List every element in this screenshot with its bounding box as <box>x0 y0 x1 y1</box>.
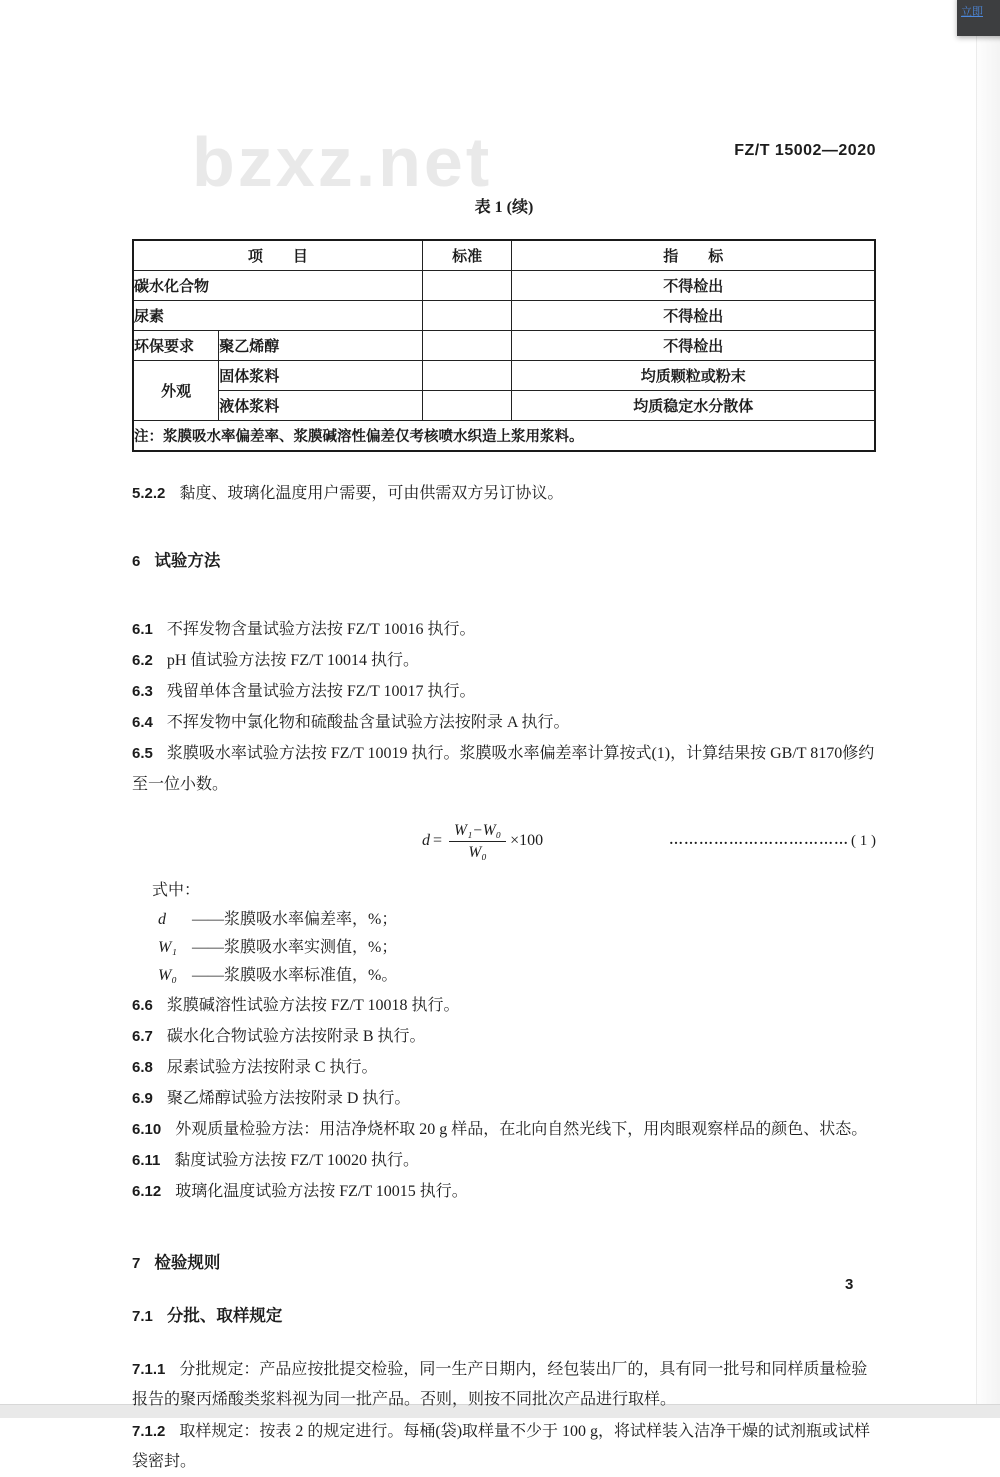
clause-text: 聚乙烯醇试验方法按附录 D 执行。 <box>166 1090 411 1107</box>
clause-6-3 <box>132 676 876 707</box>
clause-text: 黏度、玻璃化温度用户需要，可由供需双方另订协议。 <box>179 485 564 502</box>
clause-7-1-1 <box>132 1355 876 1415</box>
standard-cell <box>422 301 512 331</box>
section-number: 6 <box>132 553 141 570</box>
overlay-popup[interactable] <box>957 0 1000 36</box>
indicator-cell: 不得检出 <box>512 271 875 301</box>
section-7-heading <box>132 1251 876 1276</box>
definition-text: 浆膜吸水率偏差率，%； <box>224 911 398 928</box>
symbol: W₁ <box>158 939 177 956</box>
equation-number: ( 1 ) <box>851 832 876 849</box>
table-note: 注：浆膜吸水率偏差率、浆膜碱溶性偏差仅考核喷水织造上浆用浆料。 <box>133 421 875 452</box>
standard-cell <box>422 391 512 421</box>
clause-number: 7.1.2 <box>132 1423 166 1440</box>
definition-w1 <box>132 934 876 962</box>
clause-number: 6.11 <box>132 1152 161 1169</box>
clause-number: 6.3 <box>132 683 153 700</box>
item-cell: 固体浆料 <box>219 361 422 391</box>
clause-number: 7.1 <box>132 1308 153 1325</box>
clause-text: 残留单体含量试验方法按 FZ/T 10017 执行。 <box>166 683 476 700</box>
standard-cell <box>422 361 512 391</box>
table-row <box>133 331 875 361</box>
clause-number: 6.7 <box>132 1028 153 1045</box>
times-100: ×100 <box>510 832 544 849</box>
clause-number: 6.8 <box>132 1059 153 1076</box>
table-1-continued <box>132 239 876 452</box>
clause-number: 6.10 <box>132 1121 162 1138</box>
watermark: bzxz.net <box>192 123 493 201</box>
symbol: W₀ <box>158 967 177 984</box>
clause-text: 分批规定：产品应按批提交检验，同一生产日期内，经包装出厂的，具有同一批号和同样质量检验报告的聚丙烯酸类浆料视为同一批产品。否则，则按不同批次产品进行取样。 <box>132 1361 868 1408</box>
clause-7-1-2 <box>132 1417 876 1477</box>
clause-6-7 <box>132 1021 876 1052</box>
scrollbar-track[interactable] <box>976 0 1000 1405</box>
formula-1 <box>132 814 876 868</box>
definition-d <box>132 906 876 934</box>
dot-leader: ……………………………… <box>669 833 849 848</box>
clause-6-6 <box>132 990 876 1021</box>
clause-number: 7.1.1 <box>132 1361 166 1378</box>
fraction-numerator: W₁−W₀ <box>449 821 506 842</box>
clause-6-10 <box>132 1114 876 1145</box>
clause-6-12 <box>132 1176 876 1207</box>
clause-number: 6.5 <box>132 745 153 762</box>
indicator-cell: 不得检出 <box>512 331 875 361</box>
indicator-cell: 不得检出 <box>512 301 875 331</box>
clause-7-1-heading <box>132 1304 876 1329</box>
clause-6-9 <box>132 1083 876 1114</box>
clause-text: 浆膜吸水率试验方法按 FZ/T 10019 执行。浆膜吸水率偏差率计算按式(1)，计算结果按 GB/T 8170修约至一位小数。 <box>132 745 875 793</box>
section-title: 试验方法 <box>154 551 221 570</box>
where-label: 式中： <box>152 882 201 899</box>
clause-6-8 <box>132 1052 876 1083</box>
section-number: 7 <box>132 1255 141 1272</box>
standard-code: FZ/T 15002—2020 <box>734 142 876 159</box>
clause-6-2 <box>132 645 876 676</box>
clause-number: 6.9 <box>132 1090 153 1107</box>
section-title: 检验规则 <box>154 1253 221 1272</box>
clause-6-11 <box>132 1145 876 1176</box>
standard-cell <box>422 331 512 361</box>
clause-number: 5.2.2 <box>132 485 166 502</box>
table-note-row <box>133 421 875 452</box>
clause-5-2-2 <box>132 478 876 509</box>
clause-text: 黏度试验方法按 FZ/T 10020 执行。 <box>174 1152 419 1169</box>
col-header-item: 项 目 <box>133 240 422 271</box>
clause-text: 尿素试验方法按附录 C 执行。 <box>166 1059 378 1076</box>
clauses-6-6-to-6-12 <box>132 990 876 1207</box>
definition-w0 <box>132 962 876 990</box>
table-1-title: 表 1 (续) <box>474 199 534 216</box>
equation <box>422 821 543 862</box>
indicator-cell: 均质稳定水分散体 <box>512 391 875 421</box>
item-cell: 碳水化合物 <box>133 271 422 301</box>
dash: —— <box>192 939 224 956</box>
group-cell: 外观 <box>133 361 219 421</box>
clause-6-5 <box>132 738 876 800</box>
clause-text: 不挥发物中氯化物和硫酸盐含量试验方法按附录 A 执行。 <box>166 714 570 731</box>
indicator-cell: 均质颗粒或粉末 <box>512 361 875 391</box>
clauses-6-1-to-6-5 <box>132 614 876 800</box>
clause-number: 6.2 <box>132 652 153 669</box>
clause-title: 分批、取样规定 <box>166 1306 283 1325</box>
clause-text: pH 值试验方法按 FZ/T 10014 执行。 <box>166 652 420 669</box>
clause-text: 浆膜碱溶性试验方法按 FZ/T 10018 执行。 <box>166 997 460 1014</box>
clause-text: 碳水化合物试验方法按附录 B 执行。 <box>166 1028 426 1045</box>
col-header-standard: 标准 <box>422 240 512 271</box>
clause-text: 玻璃化温度试验方法按 FZ/T 10015 执行。 <box>175 1183 468 1200</box>
table-header-row <box>133 240 875 271</box>
definition-text: 浆膜吸水率实测值，%； <box>224 939 398 956</box>
dash: —— <box>192 911 224 928</box>
fraction <box>449 821 506 862</box>
clause-text: 不挥发物含量试验方法按 FZ/T 10016 执行。 <box>166 621 476 638</box>
download-now-link[interactable]: 立即 <box>961 6 983 18</box>
dash: —— <box>192 967 224 984</box>
table-row <box>133 391 875 421</box>
table-row <box>133 301 875 331</box>
clause-number: 6.12 <box>132 1183 162 1200</box>
table-row <box>133 271 875 301</box>
item-cell: 尿素 <box>133 301 422 331</box>
equals-sign: = <box>433 832 443 849</box>
definition-text: 浆膜吸水率标准值，%。 <box>224 967 398 984</box>
item-cell: 液体浆料 <box>219 391 422 421</box>
section-6-heading <box>132 549 876 574</box>
document-page <box>132 0 876 1477</box>
fraction-denominator: W₀ <box>468 843 487 861</box>
symbol: d <box>158 911 166 928</box>
clause-number: 6.4 <box>132 714 153 731</box>
clause-number: 6.1 <box>132 621 153 638</box>
page-number: 3 <box>845 1276 854 1293</box>
standard-cell <box>422 271 512 301</box>
group-cell: 环保要求 <box>133 331 219 361</box>
clause-6-1 <box>132 614 876 645</box>
clause-text: 外观质量检验方法：用洁净烧杯取 20 g 样品，在北向自然光线下，用肉眼观察样品的颜色、状态。 <box>175 1121 868 1138</box>
item-cell: 聚乙烯醇 <box>219 331 422 361</box>
clause-text: 取样规定：按表 2 的规定进行。每桶(袋)取样量不少于 100 g，将试样装入洁净干燥的试剂瓶或试样袋密封。 <box>132 1423 871 1470</box>
formula-lhs: d <box>422 832 430 849</box>
table-row <box>133 361 875 391</box>
col-header-indicator: 指 标 <box>512 240 875 271</box>
clause-number: 6.6 <box>132 997 153 1014</box>
clause-6-4 <box>132 707 876 738</box>
